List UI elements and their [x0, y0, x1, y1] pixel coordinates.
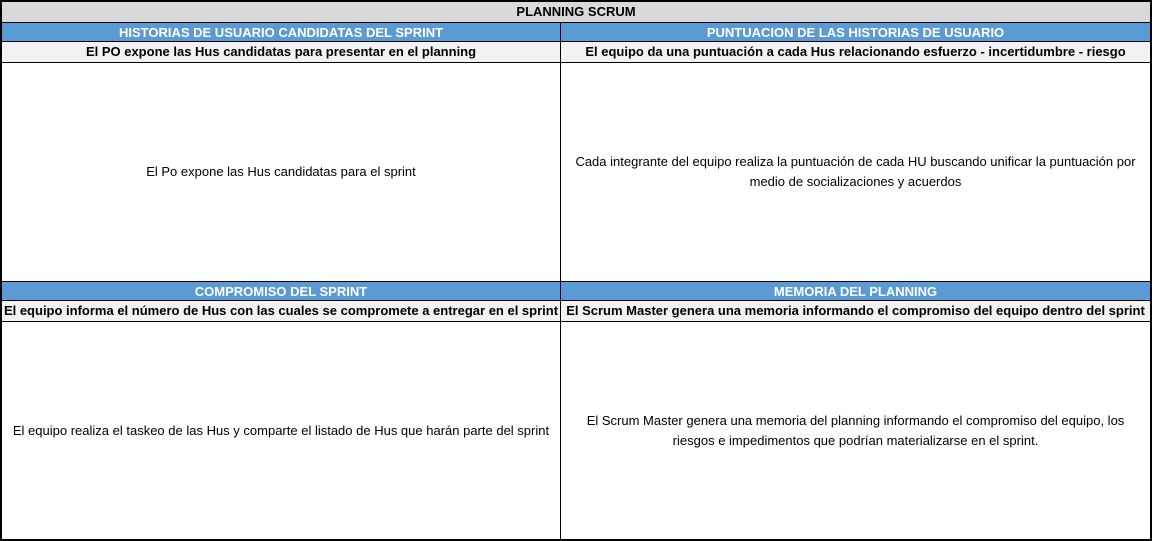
section-header: HISTORIAS DE USUARIO CANDIDATAS DEL SPRINT — [2, 23, 560, 42]
section-subheader: El PO expone las Hus candidatas para presentar en el planning — [2, 42, 560, 63]
page-title: PLANNING SCRUM — [2, 2, 1150, 23]
section-header: PUNTUACION DE LAS HISTORIAS DE USUARIO — [561, 23, 1150, 42]
section-puntuacion — [561, 23, 1150, 282]
section-compromiso — [2, 282, 561, 539]
section-subheader: El Scrum Master genera una memoria informando el compromiso del equipo dentro del sprint — [561, 301, 1150, 322]
section-historias-candidatas — [2, 23, 561, 282]
section-body: El equipo realiza el taskeo de las Hus y comparte el listado de Hus que harán parte del sprint — [12, 422, 550, 438]
section-subheader: El equipo informa el número de Hus con las cuales se compromete a entregar en el sprint — [2, 301, 560, 322]
section-subheader: El equipo da una puntuación a cada Hus relacionando esfuerzo - incertidumbre - riesgo — [561, 42, 1150, 63]
section-memoria — [561, 282, 1150, 539]
section-body: El Po expone las Hus candidatas para el sprint — [146, 164, 416, 179]
section-header: COMPROMISO DEL SPRINT — [2, 282, 560, 301]
section-body: El Scrum Master genera una memoria del planning informando el compromiso del equipo, los riesgos e impedimentos que podrían materializarse en el sprint. — [586, 412, 1125, 448]
section-header: MEMORIA DEL PLANNING — [561, 282, 1150, 301]
section-body: Cada integrante del equipo realiza la puntuación de cada HU buscando unificar la puntuación por medio de socializaciones y acuerdos — [575, 154, 1136, 189]
